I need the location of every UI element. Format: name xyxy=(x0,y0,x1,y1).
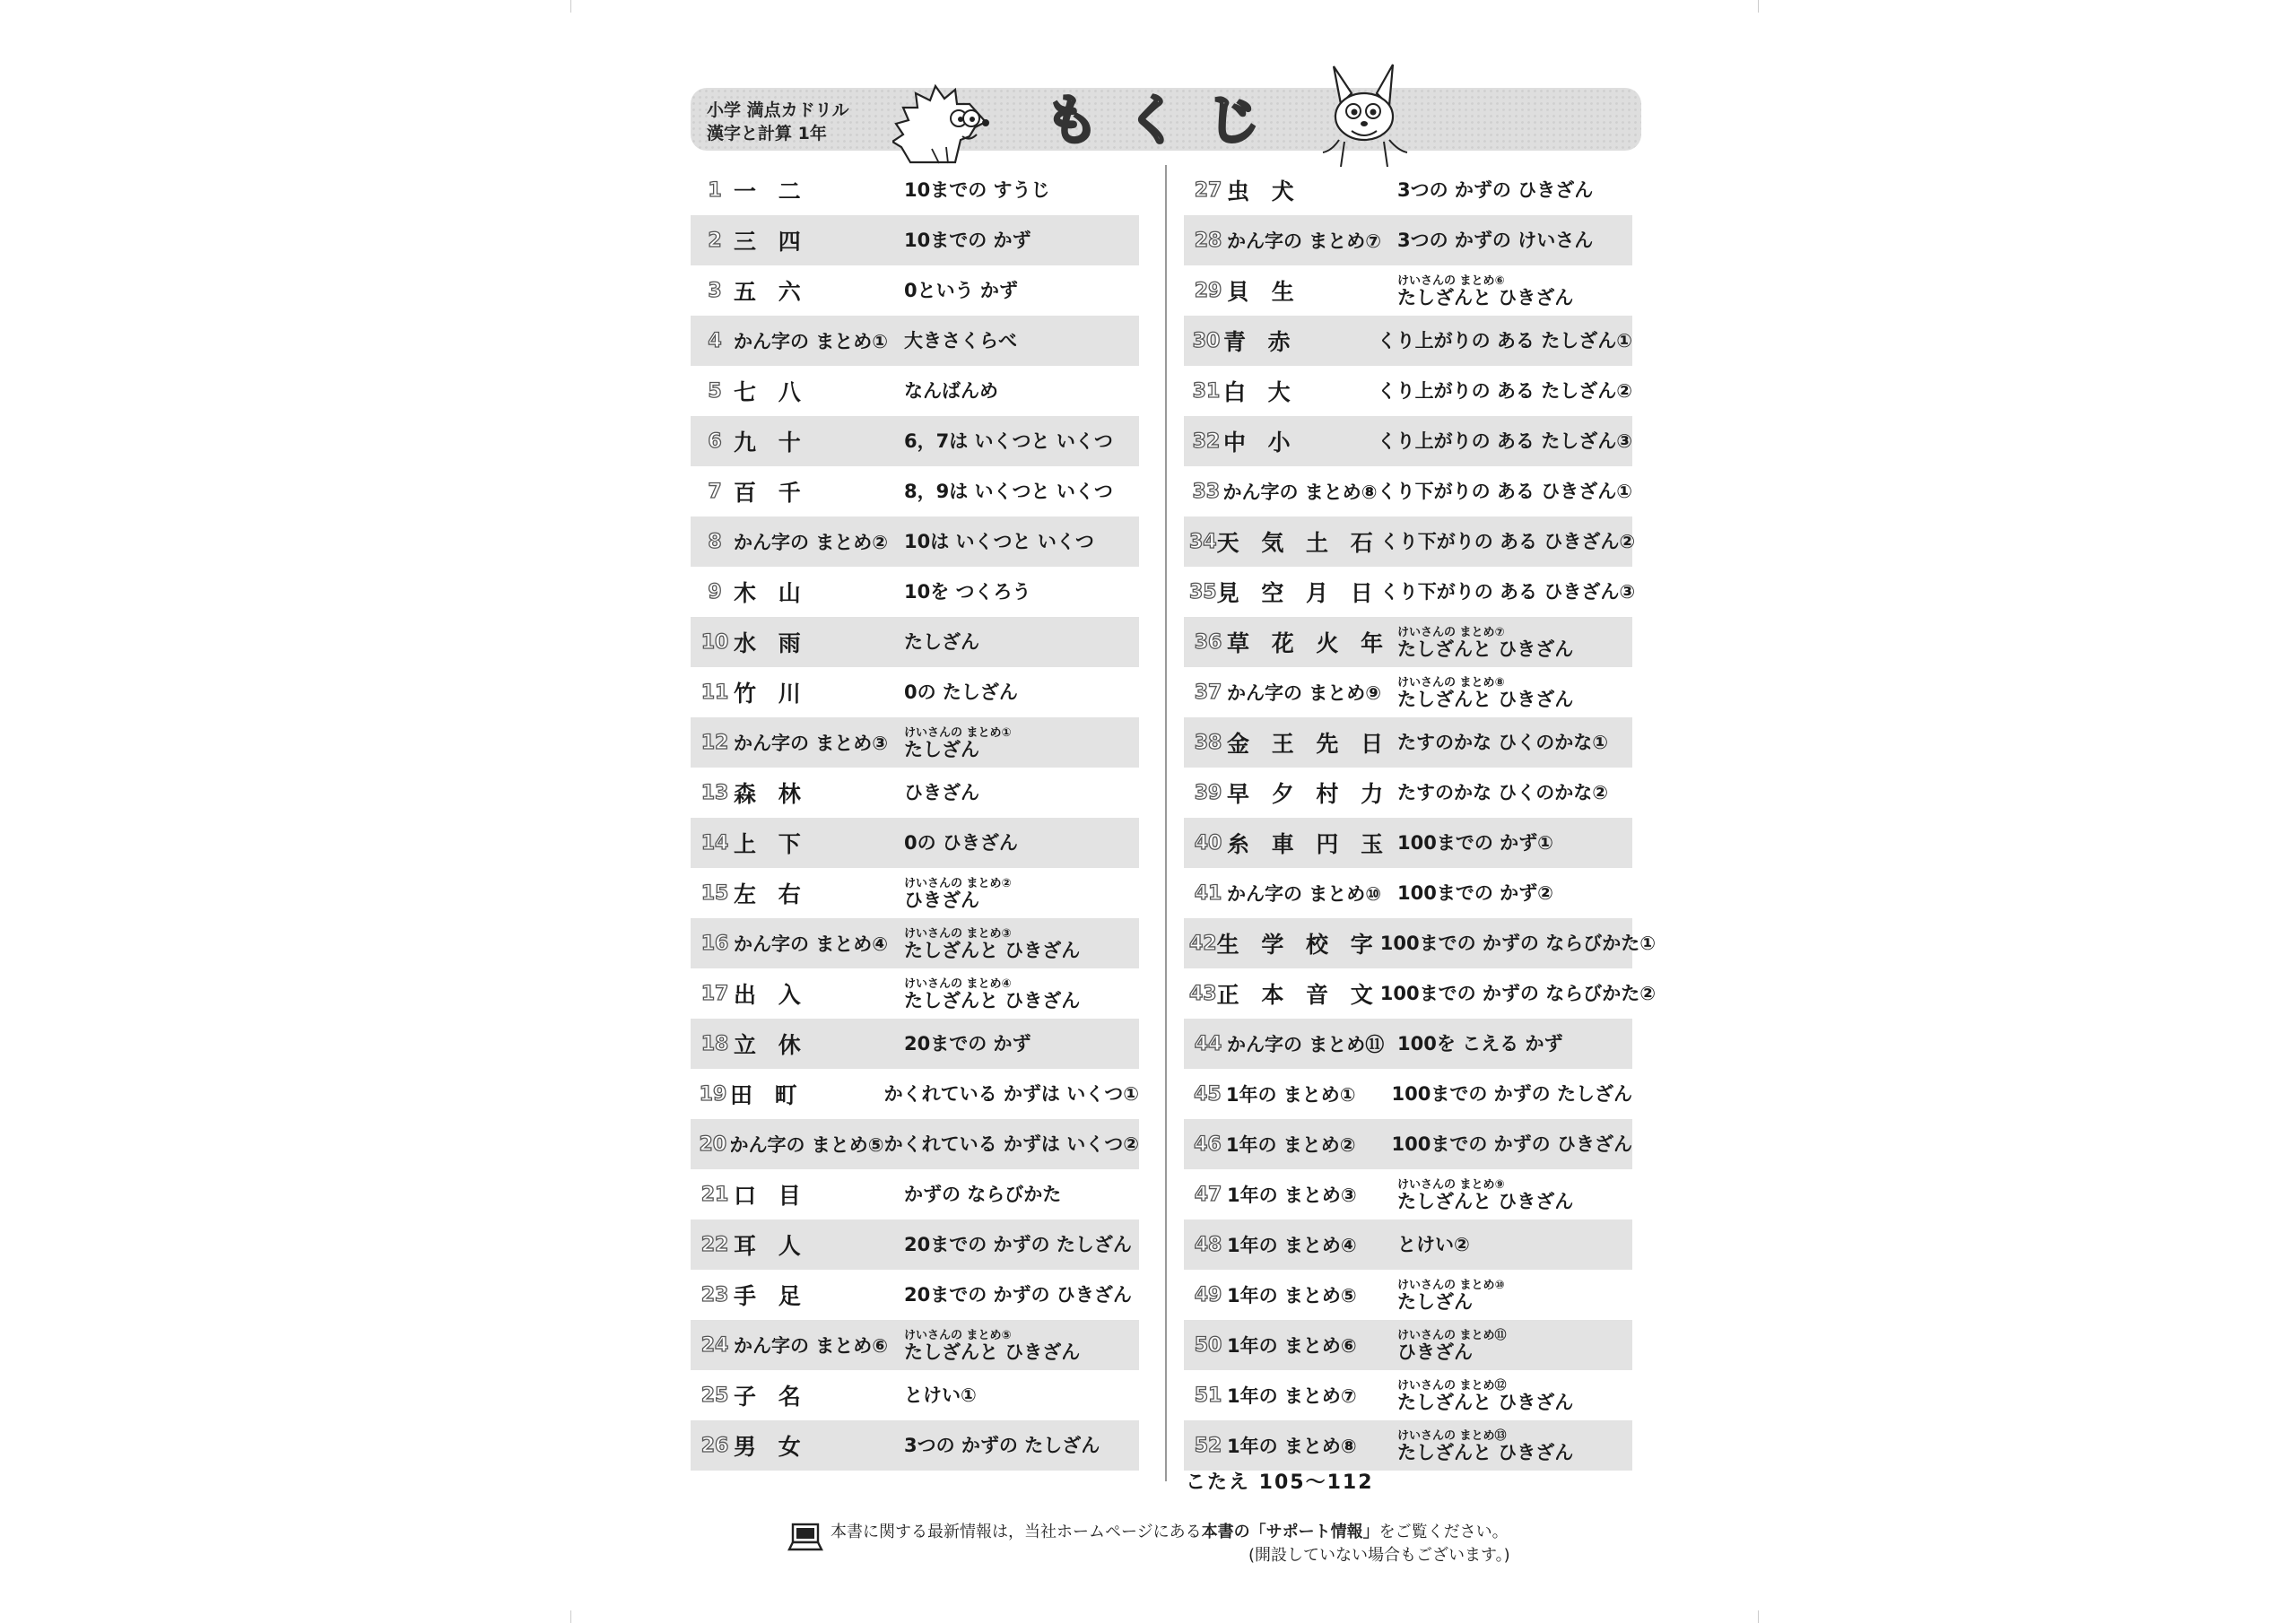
toc-row xyxy=(691,1370,1139,1420)
lesson-topic: たしざん xyxy=(904,631,979,653)
lesson-topic-main: たしざん xyxy=(1397,1290,1473,1313)
lesson-topic-sub: けいさんの まとめ⑪ xyxy=(1397,1328,1507,1342)
lesson-topic: ひきざん xyxy=(904,782,979,803)
lesson-topic-sub: けいさんの まとめ⑥ xyxy=(1397,273,1505,288)
column-divider xyxy=(1165,165,1167,1481)
lesson-topic: 100までの かず① xyxy=(1397,832,1553,854)
lesson-kanji: 百 千 xyxy=(734,480,808,506)
toc-row xyxy=(1184,968,1656,1019)
toc-row xyxy=(691,868,1139,918)
toc-row xyxy=(691,366,1139,416)
lesson-number: 18 xyxy=(700,1032,729,1055)
toc-row xyxy=(1184,416,1632,466)
lesson-topic-main: たしざんと ひきざん xyxy=(1397,1190,1574,1212)
lesson-number: 6 xyxy=(708,430,722,453)
lesson-topic xyxy=(1397,1279,1632,1312)
toc-row xyxy=(1184,1119,1632,1169)
lesson-topic: 10を つくろう xyxy=(904,581,1031,603)
toc-row xyxy=(1184,667,1632,717)
lesson-number: 20 xyxy=(699,1133,727,1156)
toc-row xyxy=(1184,466,1632,516)
lesson-number: 47 xyxy=(1194,1183,1222,1206)
lesson-kanji: 森 林 xyxy=(734,781,808,807)
lesson-topic: 10までの かず xyxy=(904,230,1031,251)
lesson-kanji: 金 王 先 日 xyxy=(1227,731,1391,757)
toc-row xyxy=(691,717,1139,768)
toc-row xyxy=(1184,215,1632,265)
lesson-kanji: かん字の まとめ⑥ xyxy=(734,1335,889,1357)
lesson-topic: 3つの かずの たしざん xyxy=(904,1435,1100,1456)
lesson-kanji: 1年の まとめ① xyxy=(1225,1084,1356,1106)
toc-row xyxy=(1184,1219,1632,1270)
lesson-kanji: 左 右 xyxy=(734,881,808,907)
lesson-topic xyxy=(904,1329,1139,1362)
toc-row xyxy=(691,918,1139,968)
toc-row xyxy=(691,516,1139,567)
lesson-number: 52 xyxy=(1194,1434,1222,1457)
lesson-topic-main: たしざんと ひきざん xyxy=(904,939,1081,961)
lesson-number: 4 xyxy=(708,329,722,352)
toc-row xyxy=(1184,717,1632,768)
lesson-number: 3 xyxy=(708,279,722,302)
lesson-kanji: 田 町 xyxy=(729,1082,804,1108)
lesson-topic: 100までの かずの ならびかた② xyxy=(1379,983,1656,1004)
lesson-number: 27 xyxy=(1194,178,1222,202)
lesson-kanji: 糸 車 円 玉 xyxy=(1227,831,1391,857)
toc-column-right xyxy=(1184,165,1656,1471)
notice-post: をご覧ください。 xyxy=(1378,1523,1509,1541)
lesson-kanji: 出 入 xyxy=(734,982,808,1008)
toc-row xyxy=(1184,1069,1632,1119)
lesson-topic: くり下がりの ある ひきざん③ xyxy=(1379,581,1636,603)
lesson-number: 43 xyxy=(1189,982,1217,1005)
lesson-topic: 3つの かずの けいさん xyxy=(1397,230,1594,251)
lesson-topic-sub: けいさんの まとめ① xyxy=(904,725,1012,740)
toc-row xyxy=(1184,1169,1632,1219)
lesson-number: 15 xyxy=(700,881,729,905)
lesson-topic-main: たしざんと ひきざん xyxy=(1397,286,1574,308)
toc-row xyxy=(691,1420,1139,1471)
toc-row xyxy=(1184,1320,1632,1370)
lesson-number: 39 xyxy=(1194,781,1222,804)
lesson-kanji: 早 夕 村 力 xyxy=(1227,781,1391,807)
series-name: 小学 満点カドリル xyxy=(707,100,849,120)
lesson-topic-main: たしざんと ひきざん xyxy=(1397,1391,1574,1413)
toc-row xyxy=(1184,1420,1632,1471)
lesson-topic: 3つの かずの ひきざん xyxy=(1397,179,1594,201)
lesson-topic: 100を こえる かず xyxy=(1397,1033,1563,1055)
toc-row xyxy=(691,1119,1139,1169)
toc-row xyxy=(691,265,1139,316)
toc-row xyxy=(1184,617,1632,667)
lesson-number: 2 xyxy=(708,229,722,252)
lesson-topic-main: たしざん xyxy=(904,738,979,760)
lesson-number: 29 xyxy=(1194,279,1222,302)
lesson-kanji: かん字の まとめ⑨ xyxy=(1227,682,1382,704)
toc-row xyxy=(691,1270,1139,1320)
lesson-topic xyxy=(1397,626,1632,659)
toc-page xyxy=(691,86,1656,1593)
lesson-topic: 100までの かずの ひきざん xyxy=(1391,1133,1632,1155)
lesson-topic-sub: けいさんの まとめ⑨ xyxy=(1397,1177,1505,1192)
lesson-number: 22 xyxy=(700,1233,729,1256)
lesson-kanji: 一 二 xyxy=(734,178,808,204)
lesson-number: 48 xyxy=(1194,1233,1222,1256)
lesson-number: 37 xyxy=(1194,681,1222,704)
lesson-kanji: 見 空 月 日 xyxy=(1216,580,1380,606)
lesson-number: 5 xyxy=(708,379,722,403)
lesson-topic: たすのかな ひくのかな② xyxy=(1397,782,1609,803)
lesson-topic-sub: けいさんの まとめ④ xyxy=(904,976,1012,991)
lesson-kanji: 虫 犬 xyxy=(1227,178,1301,204)
lesson-topic: 100までの かずの ならびかた① xyxy=(1379,933,1656,954)
book-title: 漢字と計算 1年 xyxy=(707,124,827,143)
lesson-number: 11 xyxy=(700,681,729,704)
lesson-kanji: 上 下 xyxy=(734,831,808,857)
computer-icon xyxy=(787,1523,823,1551)
lesson-kanji: 1年の まとめ⑦ xyxy=(1227,1385,1357,1407)
toc-row xyxy=(691,768,1139,818)
lesson-kanji: 九 十 xyxy=(734,430,808,456)
toc-row xyxy=(691,416,1139,466)
lesson-kanji: 水 雨 xyxy=(734,630,808,656)
lesson-topic-main: ひきざん xyxy=(1397,1341,1473,1363)
lesson-topic: くり下がりの ある ひきざん② xyxy=(1379,531,1636,552)
toc-row xyxy=(691,165,1139,215)
lesson-kanji: 三 四 xyxy=(734,229,808,255)
lesson-topic-sub: けいさんの まとめ⑩ xyxy=(1397,1278,1505,1292)
lesson-kanji: 白 大 xyxy=(1222,379,1298,405)
toc-row xyxy=(1184,1370,1632,1420)
lesson-number: 36 xyxy=(1194,630,1222,654)
lesson-number: 31 xyxy=(1192,379,1221,403)
lesson-topic: くり上がりの ある たしざん② xyxy=(1377,380,1632,402)
lesson-kanji: 耳 人 xyxy=(734,1233,808,1259)
lesson-number: 46 xyxy=(1194,1133,1222,1156)
toc-row xyxy=(691,1069,1139,1119)
lesson-number: 23 xyxy=(700,1283,729,1306)
lesson-number: 38 xyxy=(1194,731,1222,754)
lesson-topic xyxy=(1397,274,1632,308)
crop-mark xyxy=(1758,0,1759,13)
toc-row xyxy=(691,968,1139,1019)
lesson-kanji: 子 名 xyxy=(734,1384,808,1410)
lesson-kanji: かん字の まとめ④ xyxy=(734,933,889,955)
toc-row xyxy=(1184,818,1632,868)
lesson-kanji: かん字の まとめ③ xyxy=(734,733,889,754)
lesson-number: 30 xyxy=(1192,329,1221,352)
toc-row xyxy=(691,818,1139,868)
lesson-topic xyxy=(904,927,1139,960)
toc-row xyxy=(691,567,1139,617)
lesson-topic: とけい② xyxy=(1397,1234,1470,1255)
toc-row xyxy=(1184,768,1632,818)
lesson-kanji: 中 小 xyxy=(1222,430,1298,456)
crop-mark xyxy=(1758,1610,1759,1623)
lesson-number: 33 xyxy=(1192,480,1221,503)
lesson-topic: 100までの かず② xyxy=(1397,882,1553,904)
lesson-topic-main: たしざんと ひきざん xyxy=(904,989,1081,1011)
lesson-topic: くり上がりの ある たしざん③ xyxy=(1377,430,1632,452)
lesson-topic-main: たしざんと ひきざん xyxy=(1397,688,1574,710)
lesson-kanji: 1年の まとめ⑥ xyxy=(1227,1335,1357,1357)
lesson-kanji: かん字の まとめ⑦ xyxy=(1227,230,1382,252)
lesson-number: 12 xyxy=(700,731,729,754)
lesson-topic: 10までの すうじ xyxy=(904,179,1050,201)
lesson-number: 8 xyxy=(708,530,722,553)
lesson-kanji: 口 目 xyxy=(734,1183,808,1209)
lesson-topic: なんばんめ xyxy=(904,380,998,402)
toc-row xyxy=(1184,567,1636,617)
toc-row xyxy=(1184,918,1656,968)
lesson-topic-main: たしざんと ひきざん xyxy=(904,1341,1081,1363)
lesson-kanji: 竹 川 xyxy=(734,681,808,707)
lesson-kanji: かん字の まとめ⑧ xyxy=(1222,482,1378,503)
crop-mark xyxy=(570,1610,571,1623)
answers-pages: こたえ 105～112 xyxy=(1186,1471,1374,1494)
support-notice-text xyxy=(831,1521,1510,1544)
toc-header xyxy=(691,88,1641,151)
lesson-topic: 大きさくらべ xyxy=(904,330,1017,352)
lesson-number: 50 xyxy=(1194,1333,1222,1357)
lesson-kanji: かん字の まとめ① xyxy=(734,331,889,352)
lesson-topic: 0の ひきざん xyxy=(904,832,1018,854)
lesson-topic: かくれている かずは いくつ② xyxy=(883,1133,1139,1155)
lesson-number: 19 xyxy=(699,1082,727,1106)
lesson-number: 28 xyxy=(1194,229,1222,252)
lesson-kanji: かん字の まとめ⑪ xyxy=(1227,1034,1385,1055)
toc-row xyxy=(1184,868,1632,918)
lesson-kanji: かん字の まとめ⑤ xyxy=(729,1134,884,1156)
lesson-number: 10 xyxy=(700,630,729,654)
lesson-kanji: 男 女 xyxy=(734,1434,808,1460)
support-notice xyxy=(791,1521,1510,1567)
lesson-number: 41 xyxy=(1194,881,1222,905)
lesson-number: 13 xyxy=(700,781,729,804)
lesson-kanji: 七 八 xyxy=(734,379,808,405)
lesson-topic xyxy=(904,977,1139,1011)
lesson-topic: 20までの かずの ひきざん xyxy=(904,1284,1132,1306)
toc-row xyxy=(1184,316,1632,366)
lesson-topic-sub: けいさんの まとめ③ xyxy=(904,926,1012,941)
lesson-kanji: かん字の まとめ⑩ xyxy=(1227,883,1382,905)
lesson-kanji: 1年の まとめ④ xyxy=(1227,1235,1357,1256)
toc-row xyxy=(691,1320,1139,1370)
lesson-number: 16 xyxy=(700,932,729,955)
lesson-topic: たすのかな ひくのかな① xyxy=(1397,732,1609,753)
lesson-kanji: 1年の まとめ⑤ xyxy=(1227,1285,1357,1306)
lesson-topic xyxy=(1397,676,1632,709)
lesson-kanji: 1年の まとめ② xyxy=(1225,1134,1356,1156)
lesson-kanji: 五 六 xyxy=(734,279,808,305)
lesson-topic: 6，7は いくつと いくつ xyxy=(904,430,1113,452)
lesson-kanji: 立 休 xyxy=(734,1032,808,1058)
lesson-kanji: 1年の まとめ⑧ xyxy=(1227,1436,1357,1457)
lesson-kanji: かん字の まとめ② xyxy=(734,532,889,553)
toc-row xyxy=(1184,1270,1632,1320)
notice-support-info: 本書の「サポート情報」 xyxy=(1201,1523,1379,1541)
lesson-topic: かくれている かずは いくつ① xyxy=(883,1083,1139,1105)
lesson-topic: くり下がりの ある ひきざん① xyxy=(1377,481,1632,502)
toc-row xyxy=(691,1019,1139,1069)
lesson-topic-main: たしざんと ひきざん xyxy=(1397,638,1574,660)
lesson-number: 24 xyxy=(700,1333,729,1357)
lesson-kanji: 生 学 校 字 xyxy=(1216,932,1380,958)
lesson-kanji: 1年の まとめ③ xyxy=(1227,1185,1357,1206)
lesson-number: 34 xyxy=(1189,530,1217,553)
lesson-topic xyxy=(904,726,1139,759)
lesson-topic: かずの ならびかた xyxy=(904,1184,1062,1205)
lesson-topic: 0という かず xyxy=(904,280,1018,301)
toc-row xyxy=(691,667,1139,717)
lesson-topic-sub: けいさんの まとめ⑤ xyxy=(904,1328,1012,1342)
lesson-number: 45 xyxy=(1194,1082,1222,1106)
lesson-kanji: 正 本 音 文 xyxy=(1216,982,1380,1008)
lesson-number: 17 xyxy=(700,982,729,1005)
lesson-topic: 8，9は いくつと いくつ xyxy=(904,481,1113,502)
hedgehog-illustration xyxy=(892,77,996,167)
notice-subtext: (開設していない場合もございます。) xyxy=(1248,1546,1510,1565)
lesson-number: 44 xyxy=(1194,1032,1222,1055)
toc-row xyxy=(691,215,1139,265)
toc-row xyxy=(691,1219,1139,1270)
toc-row xyxy=(691,617,1139,667)
lesson-number: 51 xyxy=(1194,1384,1222,1407)
rabbit-illustration xyxy=(1314,61,1413,167)
lesson-number: 14 xyxy=(700,831,729,855)
lesson-number: 21 xyxy=(700,1183,729,1206)
toc-row xyxy=(1184,366,1632,416)
lesson-topic: 20までの かず xyxy=(904,1033,1031,1055)
lesson-topic: 10は いくつと いくつ xyxy=(904,531,1094,552)
lesson-topic xyxy=(1397,1429,1632,1462)
lesson-number: 42 xyxy=(1189,932,1217,955)
toc-row xyxy=(1184,265,1632,316)
lesson-kanji: 貝 生 xyxy=(1227,279,1301,305)
lesson-number: 7 xyxy=(708,480,722,503)
lesson-number: 1 xyxy=(708,178,722,202)
lesson-topic-main: ひきざん xyxy=(904,889,979,911)
crop-mark xyxy=(570,0,571,13)
lesson-kanji: 青 赤 xyxy=(1222,329,1298,355)
toc-row xyxy=(1184,516,1636,567)
lesson-kanji: 木 山 xyxy=(734,580,808,606)
lesson-topic-main: たしざんと ひきざん xyxy=(1397,1441,1574,1463)
toc-row xyxy=(1184,1019,1632,1069)
lesson-topic-sub: けいさんの まとめ⑧ xyxy=(1397,675,1505,690)
lesson-number: 26 xyxy=(700,1434,729,1457)
lesson-topic-sub: けいさんの まとめ② xyxy=(904,876,1012,890)
notice-pre: 本書に関する最新情報は，当社ホームページにある xyxy=(831,1523,1202,1541)
lesson-number: 32 xyxy=(1192,430,1221,453)
lesson-topic-sub: けいさんの まとめ⑦ xyxy=(1397,625,1505,639)
toc-row xyxy=(691,466,1139,516)
page-title: もくじ xyxy=(1045,90,1287,152)
lesson-number: 35 xyxy=(1189,580,1217,603)
lesson-topic: 100までの かずの たしざん xyxy=(1391,1083,1632,1105)
lesson-number: 40 xyxy=(1194,831,1222,855)
lesson-kanji: 天 気 土 石 xyxy=(1216,530,1380,556)
lesson-topic-sub: けいさんの まとめ⑬ xyxy=(1397,1428,1507,1443)
lesson-topic xyxy=(1397,1379,1632,1412)
toc-row xyxy=(1184,165,1632,215)
lesson-topic xyxy=(1397,1178,1632,1211)
lesson-topic-sub: けいさんの まとめ⑫ xyxy=(1397,1378,1507,1393)
lesson-number: 25 xyxy=(700,1384,729,1407)
toc-row xyxy=(691,1169,1139,1219)
lesson-number: 49 xyxy=(1194,1283,1222,1306)
lesson-kanji: 草 花 火 年 xyxy=(1227,630,1391,656)
lesson-number: 9 xyxy=(708,580,722,603)
lesson-topic: とけい① xyxy=(904,1384,977,1406)
lesson-kanji: 手 足 xyxy=(734,1283,808,1309)
lesson-topic: 0の たしざん xyxy=(904,681,1018,703)
toc-column-left xyxy=(691,165,1139,1471)
lesson-topic: くり上がりの ある たしざん① xyxy=(1377,330,1632,352)
lesson-topic xyxy=(904,877,1139,910)
lesson-topic xyxy=(1397,1329,1632,1362)
toc-row xyxy=(691,316,1139,366)
lesson-topic: 20までの かずの たしざん xyxy=(904,1234,1132,1255)
